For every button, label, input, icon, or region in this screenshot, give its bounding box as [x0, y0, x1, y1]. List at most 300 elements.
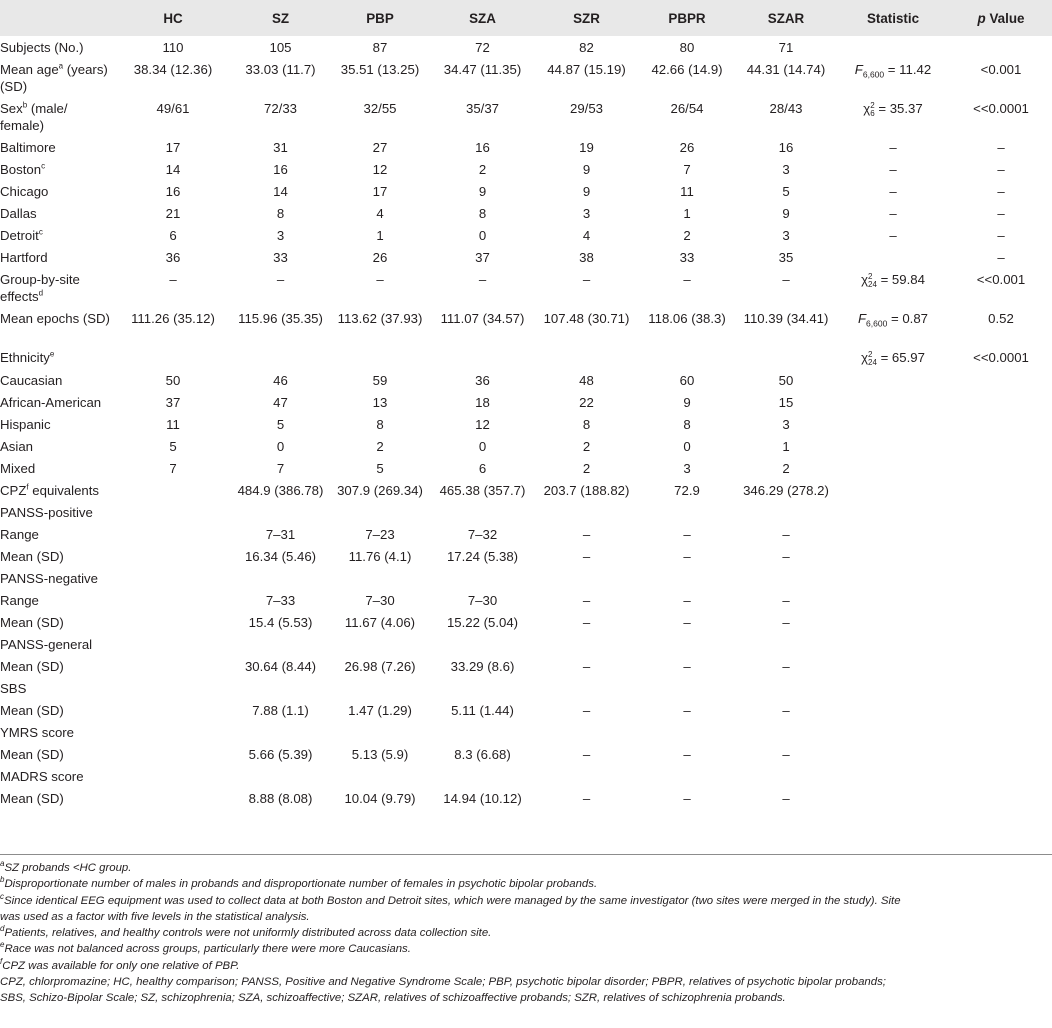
table-cell: 3	[782, 162, 790, 177]
table-cell	[115, 501, 231, 523]
table-row	[0, 589, 1052, 611]
table-cell	[115, 611, 231, 633]
row-label	[0, 202, 115, 224]
table-cell	[430, 721, 535, 743]
statistic-cell	[836, 58, 950, 97]
table-cell	[231, 677, 330, 699]
footnote-mark: a	[0, 859, 5, 869]
table-cell: 111.26 (35.12)	[131, 311, 215, 326]
p-value-cell: –	[997, 206, 1005, 221]
p-value-cell: –	[997, 162, 1005, 177]
table-cell: –	[582, 272, 591, 287]
table-cell: 35/37	[465, 101, 499, 116]
table-cell	[330, 721, 430, 743]
chi-scripts	[868, 273, 877, 289]
table-cell: 80	[679, 40, 695, 55]
table-cell: –	[478, 272, 487, 287]
table-cell	[115, 589, 231, 611]
p-value-cell	[950, 479, 1052, 501]
table-cell	[330, 633, 430, 655]
row-label	[0, 346, 115, 369]
statistic-symbol: F	[857, 311, 867, 326]
row-label	[0, 743, 115, 765]
footnote-text: was used as a factor with five levels in the statistical analysis.	[0, 910, 310, 923]
table-cell	[115, 787, 231, 809]
row-label	[0, 479, 115, 501]
header-row	[0, 0, 1052, 36]
table-cell: –	[582, 790, 591, 806]
row-label	[0, 246, 115, 268]
table-cell: 15	[778, 394, 794, 410]
table-cell	[638, 501, 736, 523]
row-label-text: Mixed	[0, 460, 36, 476]
table-cell	[115, 633, 231, 655]
table-cell: 8	[582, 416, 591, 432]
p-value-cell	[950, 743, 1052, 765]
row-label	[0, 158, 115, 180]
table-cell: 72.9	[674, 482, 700, 498]
header-pbp: PBP	[366, 10, 394, 26]
header-p-value-text: p Value	[977, 10, 1025, 26]
table-cell: 107.48 (30.71)	[543, 311, 630, 326]
row-label-text: Mean (SD)	[0, 658, 64, 674]
table-cell: –	[276, 272, 285, 287]
p-value-cell	[950, 435, 1052, 457]
table-cell: 38	[579, 250, 594, 265]
table-cell: 32/55	[363, 101, 397, 116]
statistic-cell	[836, 699, 950, 721]
table-row	[0, 391, 1052, 413]
table-cell: 203.7 (188.82)	[543, 482, 630, 498]
table-cell: 115.96 (35.35)	[238, 311, 323, 326]
table-cell	[535, 346, 638, 369]
table-cell: –	[683, 526, 691, 542]
chi-subscript: 6	[870, 108, 875, 118]
statistic-cell	[836, 307, 950, 346]
table-cell: 5	[169, 438, 177, 454]
table-cell	[736, 567, 836, 589]
table-row	[0, 457, 1052, 479]
p-value-cell	[950, 633, 1052, 655]
row-label	[0, 699, 115, 721]
table-cell: 6	[478, 460, 487, 476]
chi-superscript: 2	[868, 271, 873, 281]
table-cell	[430, 567, 535, 589]
table-row	[0, 721, 1052, 743]
table-cell: 71	[778, 40, 794, 55]
footnote	[0, 909, 1052, 925]
chi-scripts	[868, 351, 877, 367]
statistic-cell	[836, 435, 950, 457]
table-cell	[115, 655, 231, 677]
statistic-cell	[836, 36, 950, 58]
table-cell: 82	[579, 40, 594, 55]
row-label-text: Mean (SD)	[0, 548, 64, 564]
p-value-cell	[950, 369, 1052, 391]
p-value-cell	[950, 765, 1052, 787]
table-cell: 1	[782, 438, 790, 454]
table-row	[0, 136, 1052, 158]
table-cell: 87	[372, 40, 388, 55]
table-cell: 42.66 (14.9)	[651, 62, 723, 77]
table-cell: 34.47 (11.35)	[443, 62, 522, 77]
row-label	[0, 136, 115, 158]
table-cell: 8	[276, 206, 285, 221]
footnote-mark: b	[22, 100, 28, 110]
table-cell: 5.11 (1.44)	[451, 702, 514, 718]
table-cell	[115, 567, 231, 589]
footnote-mark: a	[58, 61, 64, 71]
table-cell: 17	[372, 184, 388, 199]
row-label	[0, 721, 115, 743]
table-cell	[736, 721, 836, 743]
table-cell	[535, 633, 638, 655]
row-label-text: PANSS-positive	[0, 504, 93, 520]
footnote-text: Disproportionate number of males in probands and disproportionate number of females in psychotic bipolar probands.	[4, 878, 598, 891]
header-szar: SZAR	[767, 10, 805, 26]
row-label-text: Mean (SD)	[0, 746, 64, 762]
row-label-text: Mean age	[0, 62, 59, 77]
chi-scripts	[870, 102, 874, 118]
footnote-text: Since identical EEG equipment was used to collect data at both Boston and Detroit sites, which were managed by the same investigator (two sites were merged in the study). Site	[4, 894, 901, 907]
p-value-cell	[950, 545, 1052, 567]
statistic-cell	[836, 523, 950, 545]
table-cell: 1	[683, 206, 691, 221]
table-cell: 9	[683, 394, 691, 410]
row-label	[0, 633, 115, 655]
statistic-cell: –	[889, 184, 897, 199]
footnote-text: SBS, Schizo-Bipolar Scale; SZ, schizophrenia; SZA, schizoaffective; SZAR, relatives of schizoaffective probands; SZR, relatives of schizophrenia probands.	[0, 992, 786, 1005]
statistic-cell: –	[889, 162, 897, 177]
table-row	[0, 97, 1052, 136]
table-cell: 5	[782, 184, 790, 199]
table-cell: 44.31 (14.74)	[746, 62, 826, 77]
table-cell: 8.88 (8.08)	[248, 790, 313, 806]
table-cell: 16	[273, 162, 288, 177]
table-row	[0, 346, 1052, 369]
table-cell	[231, 765, 330, 787]
table-cell: 7–33	[265, 592, 296, 608]
row-label-text: Chicago	[0, 184, 49, 199]
table-cell: 33.29 (8.6)	[450, 658, 515, 674]
row-label-text: PANSS-general	[0, 636, 93, 652]
p-value-cell	[950, 589, 1052, 611]
statistic-cell	[836, 479, 950, 501]
header-statistic: Statistic	[866, 10, 920, 26]
footnote	[0, 893, 1052, 909]
statistic-cell	[836, 501, 950, 523]
statistic-cell	[836, 457, 950, 479]
statistic-cell	[836, 743, 950, 765]
table-cell	[330, 677, 430, 699]
table-cell	[736, 346, 836, 369]
row-label-text: Group-by-site effects	[0, 272, 80, 304]
table-cell: 3	[582, 206, 591, 221]
table-row	[0, 677, 1052, 699]
row-label-text: Subjects (No.)	[0, 40, 84, 55]
table-cell: 37	[475, 250, 490, 265]
table-cell: 3	[276, 228, 285, 243]
row-label	[0, 787, 115, 809]
table-cell: –	[582, 548, 591, 564]
chi-superscript: 2	[870, 100, 875, 110]
table-row	[0, 58, 1052, 97]
table-cell	[638, 567, 736, 589]
table-cell	[115, 721, 231, 743]
table-cell: –	[782, 592, 790, 608]
p-value-cell	[950, 413, 1052, 435]
p-value-cell	[950, 699, 1052, 721]
table-cell: 3	[782, 228, 790, 243]
table-cell: 38.34 (12.36)	[133, 62, 213, 77]
table-cell: 2	[782, 460, 790, 476]
table-cell	[115, 743, 231, 765]
table-cell: 50	[165, 372, 181, 388]
table-cell: 8	[683, 416, 691, 432]
table-row	[0, 369, 1052, 391]
footnote-text: CPZ was available for only one relative of PBP.	[2, 959, 240, 972]
table-cell: 7–30	[365, 592, 395, 608]
table-row	[0, 246, 1052, 268]
table-cell: 13	[372, 394, 388, 410]
footnote-mark: f	[0, 956, 3, 966]
table-row	[0, 611, 1052, 633]
table-cell: –	[683, 790, 691, 806]
statistic-cell	[836, 545, 950, 567]
table-cell: 46	[273, 372, 288, 388]
table-cell	[638, 765, 736, 787]
row-label-tail: (male/ female)	[0, 101, 68, 133]
table-row	[0, 479, 1052, 501]
table-cell: 37	[165, 394, 181, 410]
table-cell: 346.29 (278.2)	[743, 482, 829, 498]
table-cell: –	[582, 526, 591, 542]
row-label	[0, 97, 115, 136]
row-label-tail: (years) (SD)	[0, 62, 108, 94]
statistic-cell	[836, 369, 950, 391]
p-value-cell	[950, 721, 1052, 743]
table-cell: 50	[778, 372, 794, 388]
table-cell: 31	[273, 140, 288, 155]
table-cell	[535, 567, 638, 589]
table-cell: 27	[372, 140, 388, 155]
row-label	[0, 589, 115, 611]
table-cell: 47	[273, 394, 288, 410]
table-row	[0, 523, 1052, 545]
table-cell: 26/54	[670, 101, 704, 116]
table-cell: 5.13 (5.9)	[351, 746, 409, 762]
statistic-cell	[836, 633, 950, 655]
table-cell: –	[782, 614, 790, 630]
footnote	[0, 860, 1052, 876]
table-cell: 72	[475, 40, 490, 55]
table-cell	[736, 633, 836, 655]
statistic-cell	[836, 413, 950, 435]
row-label	[0, 655, 115, 677]
table-row	[0, 655, 1052, 677]
p-value-cell: –	[997, 228, 1005, 243]
table-cell	[736, 501, 836, 523]
row-label-text: SBS	[0, 680, 27, 696]
table-cell: 6	[169, 228, 177, 243]
table-cell	[638, 346, 736, 369]
row-label-text: Boston	[0, 162, 42, 177]
table-cell	[638, 721, 736, 743]
row-label-text: Asian	[0, 438, 33, 454]
p-value-cell: <<0.0001	[973, 350, 1029, 365]
table-cell: 22	[579, 394, 594, 410]
table-cell: 36	[165, 250, 181, 265]
p-value-cell	[950, 457, 1052, 479]
p-value-cell	[950, 36, 1052, 58]
table-cell: 0	[478, 228, 487, 243]
table-cell: 2	[478, 162, 487, 177]
footnote-text: CPZ, chlorpromazine; HC, healthy comparison; PANSS, Positive and Negative Syndrome Scale; PBP, psychotic bipolar disorder; PBPR, relatives of psychotic bipolar probands;	[0, 976, 886, 989]
statistic-cell	[836, 721, 950, 743]
table-cell: 2	[582, 438, 591, 454]
table-row	[0, 545, 1052, 567]
table-cell	[115, 765, 231, 787]
statistic-value: = 59.84	[876, 272, 925, 287]
table-cell	[231, 633, 330, 655]
table-cell: 5.66 (5.39)	[248, 746, 313, 762]
table-cell: 59	[372, 372, 388, 388]
table-row	[0, 307, 1052, 346]
statistic-value: = 35.37	[874, 101, 923, 116]
header-blank	[0, 0, 115, 36]
table-body	[0, 36, 1052, 809]
table-cell: 3	[782, 416, 790, 432]
table-cell: 12	[372, 162, 388, 177]
statistic-cell	[836, 677, 950, 699]
row-label-text: Hartford	[0, 250, 48, 265]
statistic-cell	[836, 611, 950, 633]
table-row	[0, 501, 1052, 523]
row-label-text: Mean (SD)	[0, 702, 64, 718]
footnote-mark: c	[38, 227, 43, 237]
table-cell: 16	[165, 184, 181, 199]
table-cell: 111.07 (34.57)	[440, 311, 525, 326]
table-cell	[430, 346, 535, 369]
table-cell: 14	[165, 162, 181, 177]
statistic-value: = 0.87	[887, 311, 929, 326]
table-cell	[115, 699, 231, 721]
row-label-text: Mean (SD)	[0, 790, 64, 806]
table-row	[0, 158, 1052, 180]
table-cell: 7–30	[467, 592, 498, 608]
table-cell	[330, 501, 430, 523]
row-label-text: Mean epochs (SD)	[0, 311, 110, 326]
table-cell	[535, 721, 638, 743]
footnote-mark: f	[26, 482, 29, 492]
table-cell: 8	[376, 416, 384, 432]
table-cell: –	[782, 702, 790, 718]
chi-superscript: 2	[868, 349, 873, 359]
row-label	[0, 435, 115, 457]
statistic-cell: –	[889, 206, 897, 221]
table-cell: 33	[273, 250, 288, 265]
table-cell: –	[683, 614, 691, 630]
row-label	[0, 523, 115, 545]
table-cell	[231, 346, 330, 369]
table-cell: –	[582, 658, 591, 674]
table-cell: 484.9 (386.78)	[237, 482, 324, 498]
footnote-text: Patients, relatives, and healthy controls were not uniformly distributed across data collection site.	[4, 927, 492, 940]
table-cell	[638, 677, 736, 699]
row-label-text: Range	[0, 526, 39, 542]
table-cell: 29/53	[569, 101, 603, 116]
table-cell: 105	[269, 40, 292, 55]
row-label-text: PANSS-negative	[0, 570, 98, 586]
p-value-cell: –	[997, 250, 1005, 265]
table-cell: 110.39 (34.41)	[743, 311, 829, 326]
table-cell: –	[782, 548, 790, 564]
statistic-value: = 11.42	[884, 62, 932, 77]
table-cell: 2	[376, 438, 384, 454]
table-cell: 33.03 (11.7)	[245, 62, 316, 77]
table-cell	[638, 633, 736, 655]
row-label	[0, 369, 115, 391]
row-label	[0, 611, 115, 633]
table-row	[0, 765, 1052, 787]
table-row	[0, 268, 1052, 307]
table-cell	[115, 523, 231, 545]
table-cell: –	[683, 592, 691, 608]
table-cell: –	[582, 702, 591, 718]
row-label	[0, 545, 115, 567]
p-value-cell: –	[997, 184, 1005, 199]
header-sz: SZ	[271, 10, 290, 26]
row-label-text: Baltimore	[0, 140, 56, 155]
row-label-text: CPZ	[0, 482, 27, 498]
table-cell: 36	[475, 372, 490, 388]
row-label	[0, 268, 115, 307]
table-cell: 49/61	[156, 101, 190, 116]
table-cell: 19	[579, 140, 594, 155]
table-cell: 17.24 (5.38)	[446, 548, 519, 564]
table-row	[0, 435, 1052, 457]
table-cell: 44.87 (15.19)	[547, 62, 626, 77]
footnote	[0, 925, 1052, 941]
table-cell: 48	[579, 372, 594, 388]
footnote	[0, 974, 1052, 990]
table-cell: 7.88 (1.1)	[252, 702, 309, 718]
row-label-text: MADRS score	[0, 768, 84, 784]
statistic-cell	[836, 787, 950, 809]
table-cell: 60	[679, 372, 695, 388]
table-cell: 11.67 (4.06)	[344, 614, 416, 630]
table-cell: 5	[376, 460, 384, 476]
table-cell	[535, 677, 638, 699]
table-cell: 8.3 (6.68)	[454, 746, 511, 762]
header-szr: SZR	[573, 10, 600, 26]
table-cell: 5	[276, 416, 285, 432]
footnote-mark: e	[49, 349, 55, 359]
table-cell: –	[683, 548, 691, 564]
statistic-cell	[836, 246, 950, 268]
table-cell: 26	[679, 140, 695, 155]
table-cell: 10.04 (9.79)	[344, 790, 416, 806]
table-cell	[535, 501, 638, 523]
footnote	[0, 941, 1052, 957]
table-cell	[430, 633, 535, 655]
table-cell	[736, 677, 836, 699]
table-cell: –	[683, 272, 691, 287]
row-label-text: African-American	[0, 394, 102, 410]
table-cell: 11.76 (4.1)	[348, 548, 412, 564]
row-label	[0, 457, 115, 479]
table-cell: 465.38 (357.7)	[439, 482, 526, 498]
